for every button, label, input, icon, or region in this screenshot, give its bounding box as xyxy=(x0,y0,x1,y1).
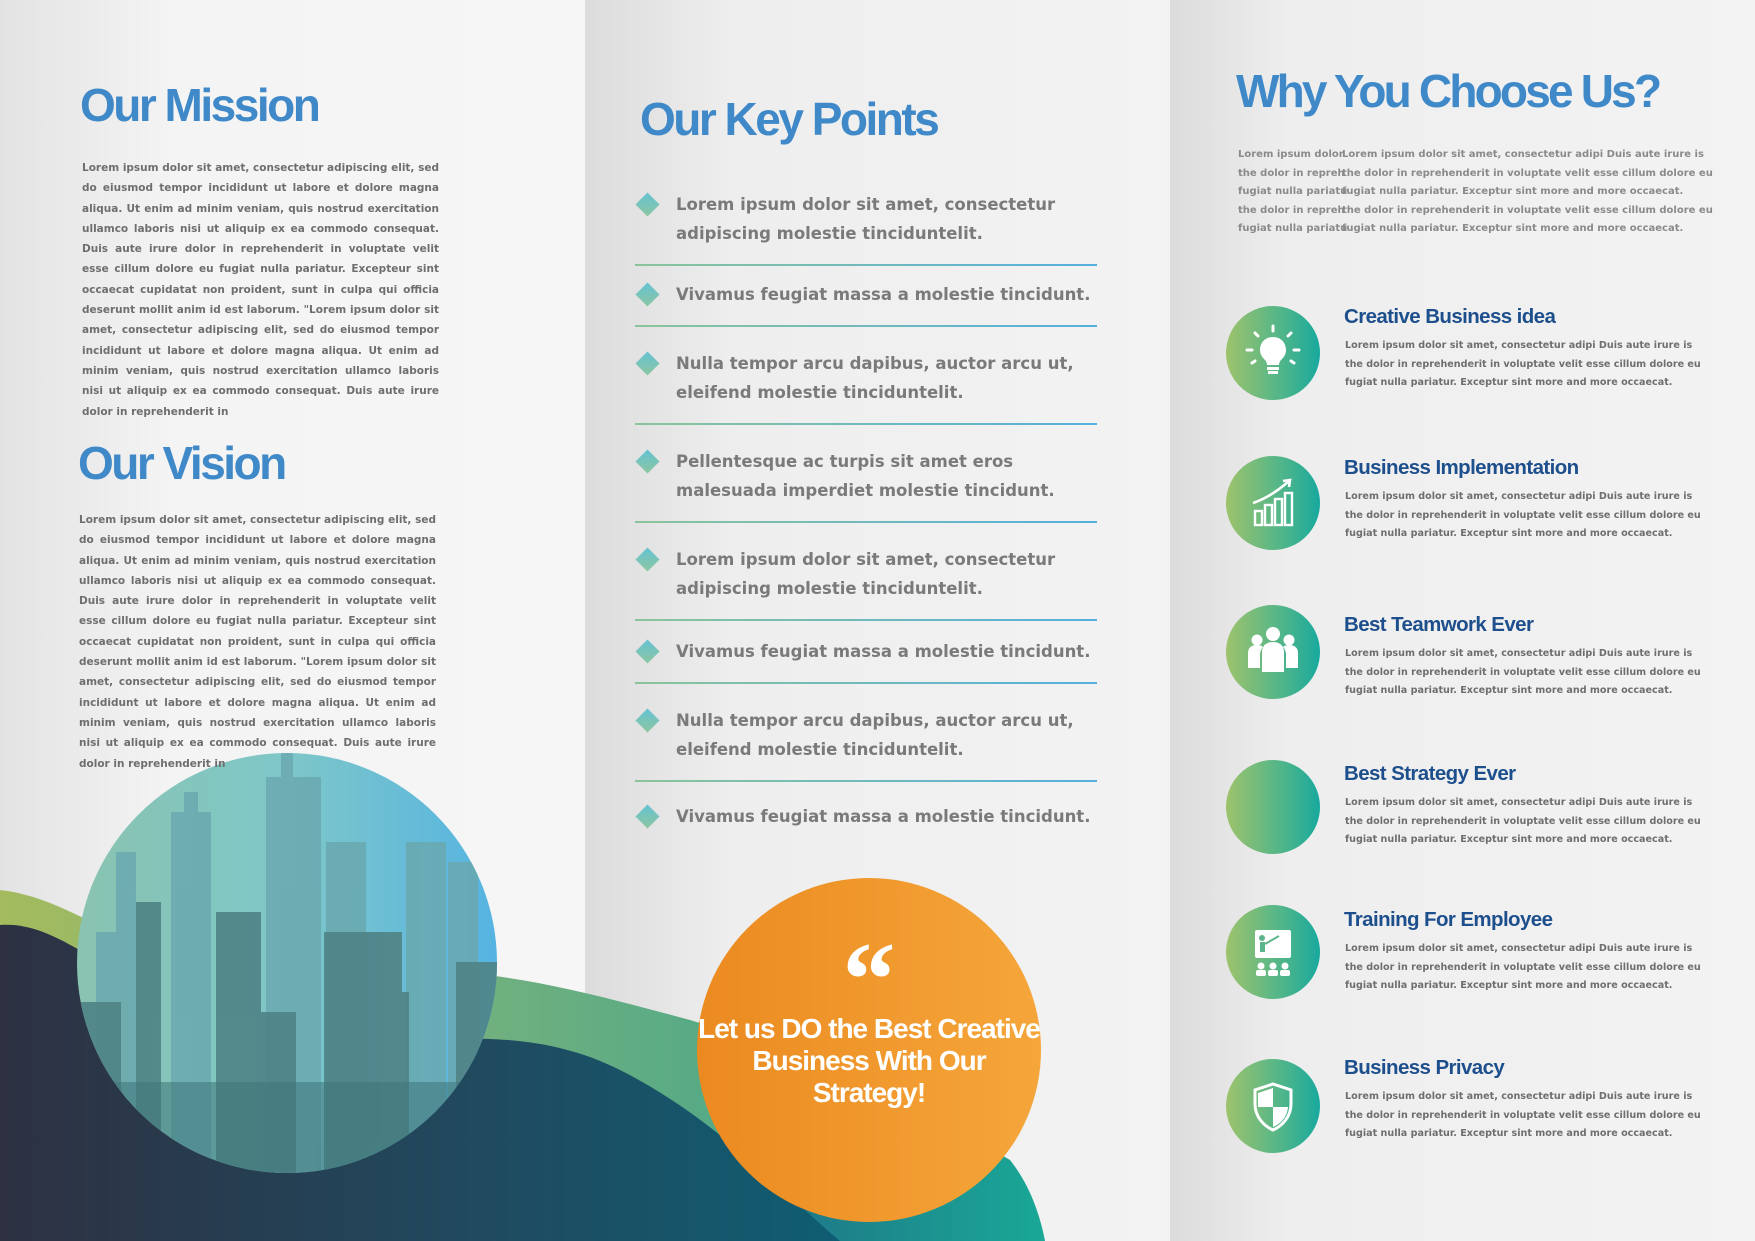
feature-card xyxy=(1226,905,1746,1015)
feature-description-line: Lorem ipsum dolor sit amet, consectetur adipi Duis aute irure is xyxy=(1345,797,1693,808)
key-point-item xyxy=(635,190,1097,264)
key-points-title: Our Key Points xyxy=(640,93,938,145)
feature-description-line: fugiat nulla pariatur. Exceptur sint more and more occaecat. xyxy=(1345,685,1673,697)
key-point-item xyxy=(635,523,1097,619)
feature-description-line: fugiat nulla pariatur. Exceptur sint more and more occaecat. xyxy=(1345,528,1673,540)
key-point-item xyxy=(635,327,1097,423)
diamond-bullet-icon xyxy=(635,192,659,216)
vision-title: Our Vision xyxy=(78,437,285,489)
why-choose-title: Why You Choose Us? xyxy=(1236,65,1660,117)
diamond-bullet-icon xyxy=(635,639,659,663)
key-point-text: Pellentesque ac turpis sit amet eros malesuada imperdiet molestie tincidunt. xyxy=(676,452,1055,500)
why-intro-col1 xyxy=(1238,146,1348,239)
team-icon xyxy=(1240,622,1306,682)
feature-description-line: fugiat nulla pariatur. Exceptur sint more and more occaecat. xyxy=(1345,377,1673,389)
feature-title: Business Implementation xyxy=(1344,456,1579,479)
key-point-item xyxy=(635,425,1097,521)
diamond-bullet-icon xyxy=(635,804,659,828)
feature-description-line: the dolor in reprehenderit in voluptate velit esse cillum dolore eu xyxy=(1345,961,1701,973)
feature-card xyxy=(1226,306,1746,416)
feature-description-line: Lorem ipsum dolor sit amet, consectetur adipi Duis aute irure is xyxy=(1345,1091,1693,1102)
key-points-list xyxy=(635,190,1097,831)
vision-body: Lorem ipsum dolor sit amet, consectetur adipiscing elit, sed do eiusmod tempor incididunt ut labore et dolore magna aliqua. Ut enim ad minim veniam, quis nostrud exercitation ullamco laboris nisi ut aliquip ex ea commodo consequat. Duis aute irure dolor in reprehenderit in voluptate velit esse cillum dolore eu fugiat nulla pariatur. Excepteur sint occaecat cupidatat non proident, sunt in culpa qui officia deserunt mollit anim id est laborum. "Lorem ipsum dolor sit amet, consectetur adipiscing elit, sed do eiusmod tempor incididunt ut labore et dolore magna aliqua. Ut enim ad minim veniam, quis nostrud exercitation ullamco laboris nisi ut aliquip ex ea commodo consequat. Duis aute irure dolor in reprehenderit in xyxy=(79,514,436,770)
feature-description-line: Lorem ipsum dolor sit amet, consectetur adipi Duis aute irure is xyxy=(1345,648,1693,659)
feature-description-line: fugiat nulla pariatur. Exceptur sint more and more occaecat. xyxy=(1345,980,1673,992)
feature-card xyxy=(1226,760,1746,870)
quote-text: Let us DO the Best Creative Business With Our Strategy! xyxy=(698,1013,1040,1108)
presentation-board-icon xyxy=(1243,922,1303,982)
why-intro-line: fugiat nulla pariatur. Exceptur sint more and more occaecat. xyxy=(1342,186,1684,197)
growth-chart-icon xyxy=(1243,473,1303,533)
diamond-bullet-icon xyxy=(635,282,659,306)
feature-icon-circle xyxy=(1226,1059,1320,1153)
feature-description-line: the dolor in reprehenderit in voluptate velit esse cillum dolore eu xyxy=(1345,1109,1701,1121)
key-point-text: Nulla tempor arcu dapibus, auctor arcu ut, eleifend molestie tinciduntelit. xyxy=(676,711,1074,759)
feature-description xyxy=(1345,794,1701,850)
key-point-text: Nulla tempor arcu dapibus, auctor arcu ut, eleifend molestie tinciduntelit. xyxy=(676,354,1074,402)
feature-description-line: the dolor in reprehenderit in voluptate velit esse cillum dolore eu xyxy=(1345,666,1701,678)
key-point-text: Vivamus feugiat massa a molestie tincidunt. xyxy=(676,642,1091,661)
feature-description xyxy=(1345,337,1701,393)
feature-description-line: Lorem ipsum dolor sit amet, consectetur adipi Duis aute irure is xyxy=(1345,340,1693,351)
feature-description-line: fugiat nulla pariatur. Exceptur sint more and more occaecat. xyxy=(1345,1128,1673,1140)
diamond-bullet-icon xyxy=(635,547,659,571)
why-intro-line: the dolor in repreh xyxy=(1238,204,1345,216)
feature-icon-circle xyxy=(1226,905,1320,999)
diamond-bullet-icon xyxy=(635,708,659,732)
feature-icon-circle xyxy=(1226,605,1320,699)
why-intro-col2 xyxy=(1342,146,1713,239)
feature-description-line: fugiat nulla pariatur. Exceptur sint more and more occaecat. xyxy=(1345,834,1673,846)
feature-title: Creative Business idea xyxy=(1344,305,1556,328)
feature-description-line: the dolor in reprehenderit in voluptate velit esse cillum dolore eu xyxy=(1345,509,1701,521)
feature-description-line: the dolor in reprehenderit in voluptate velit esse cillum dolore eu xyxy=(1345,815,1701,827)
key-point-item xyxy=(635,621,1097,682)
feature-description-line: Lorem ipsum dolor sit amet, consectetur adipi Duis aute irure is xyxy=(1345,491,1693,502)
key-point-item xyxy=(635,782,1097,831)
feature-description-line: the dolor in reprehenderit in voluptate velit esse cillum dolore eu xyxy=(1345,358,1701,370)
mission-title: Our Mission xyxy=(80,79,319,131)
feature-title: Best Strategy Ever xyxy=(1344,762,1516,785)
why-intro-line: the dolor in reprehenderit in voluptate velit esse cillum dolore eu xyxy=(1342,167,1713,179)
key-point-text: Vivamus feugiat massa a molestie tincidunt. xyxy=(676,285,1091,304)
why-intro-line: Lorem ipsum dolor xyxy=(1238,149,1344,160)
why-intro-line: the dolor in repreh xyxy=(1238,167,1345,179)
feature-title: Best Teamwork Ever xyxy=(1344,613,1534,636)
feature-card xyxy=(1226,605,1746,715)
feature-icon-circle xyxy=(1226,306,1320,400)
why-intro-line: fugiat nulla pariatu xyxy=(1238,223,1348,234)
key-point-text: Lorem ipsum dolor sit amet, consectetur adipiscing molestie tinciduntelit. xyxy=(676,195,1056,243)
quote-circle xyxy=(697,878,1041,1222)
key-point-text: Vivamus feugiat massa a molestie tincidunt. xyxy=(676,807,1091,826)
why-intro-line: fugiat nulla pariatu xyxy=(1238,186,1348,197)
why-intro-line: Lorem ipsum dolor sit amet, consectetur adipi Duis aute irure is xyxy=(1342,149,1704,160)
why-intro-line: the dolor in reprehenderit in voluptate velit esse cillum dolore eu xyxy=(1342,204,1713,216)
feature-description xyxy=(1345,1088,1701,1144)
feature-card xyxy=(1226,1056,1746,1169)
feature-description xyxy=(1345,645,1701,701)
key-point-text: Lorem ipsum dolor sit amet, consectetur adipiscing molestie tinciduntelit. xyxy=(676,550,1056,598)
quote-mark-icon: “ xyxy=(842,921,896,1038)
city-skyline-image xyxy=(76,752,498,1174)
feature-icon-circle xyxy=(1226,456,1320,550)
mission-body: Lorem ipsum dolor sit amet, consectetur adipiscing elit, sed do eiusmod tempor incididunt ut labore et dolore magna aliqua. Ut enim ad minim veniam, quis nostrud exercitation ullamco laboris nisi ut aliquip ex ea commodo consequat. Duis aute irure dolor in reprehenderit in voluptate velit esse cillum dolore eu fugiat nulla pariatur. Excepteur sint occaecat cupidatat non proident, sunt in culpa qui officia deserunt mollit anim id est laborum. "Lorem ipsum dolor sit amet, consectetur adipiscing elit, sed do eiusmod tempor incididunt ut labore et dolore magna aliqua. Ut enim ad minim veniam, quis nostrud exercitation ullamco laboris nisi ut aliquip ex ea commodo consequat. Duis aute irure dolor in reprehenderit in xyxy=(82,162,439,418)
feature-description-line: Lorem ipsum dolor sit amet, consectetur adipi Duis aute irure is xyxy=(1345,943,1693,954)
feature-description xyxy=(1345,488,1701,544)
feature-card xyxy=(1226,456,1746,566)
key-point-item xyxy=(635,266,1097,325)
lightbulb-icon xyxy=(1243,323,1303,383)
feature-icon-circle xyxy=(1226,760,1320,854)
shield-icon xyxy=(1243,1076,1303,1136)
feature-description xyxy=(1345,940,1701,996)
diamond-bullet-icon xyxy=(635,351,659,375)
key-point-item xyxy=(635,684,1097,780)
diamond-bullet-icon xyxy=(635,449,659,473)
why-intro-line: fugiat nulla pariatur. Exceptur sint more and more occaecat. xyxy=(1342,223,1684,234)
feature-title: Training For Employee xyxy=(1344,908,1553,931)
feature-title: Business Privacy xyxy=(1344,1056,1505,1079)
